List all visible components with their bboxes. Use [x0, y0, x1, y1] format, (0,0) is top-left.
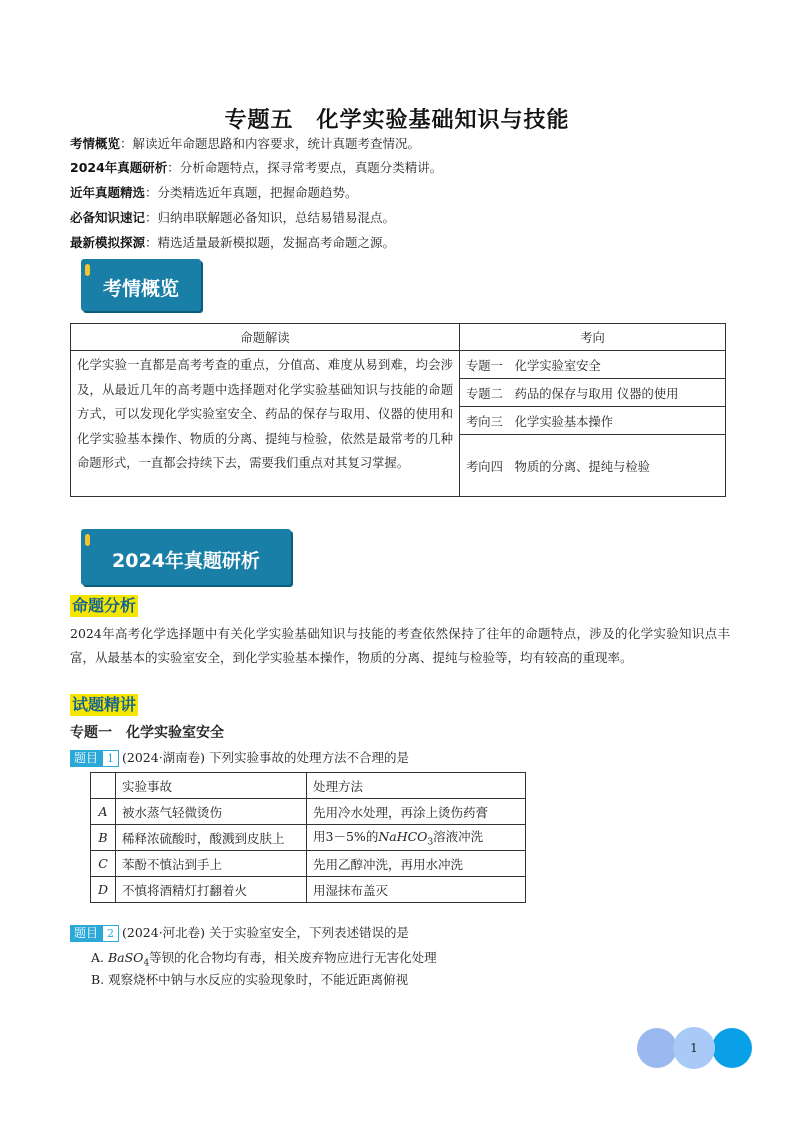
intro-line: 必备知识速记：归纳串联解题必备知识，总结易错易混点。 — [70, 210, 396, 225]
table-row: A 被水蒸气轻微烫伤 先用冷水处理，再涂上烫伤药膏 — [91, 799, 526, 825]
analysis-heading: 命题分析 — [72, 596, 137, 615]
question-2-option-a: A. BaSO$_4$等钡的化合物均有毒，相关废弃物应进行无害化处理 — [91, 950, 437, 969]
practice-heading: 试题精讲 — [72, 695, 137, 714]
table-header: 实验事故 — [116, 773, 307, 799]
topic-heading: 专题一 化学实验室安全 — [70, 725, 224, 741]
intro-line: 2024年真题研析：分析命题特点，探寻常考要点，真题分类精讲。 — [70, 160, 443, 175]
question-1-table — [90, 772, 526, 903]
intro-line: 近年真题精选：分类精选近年真题，把握命题趋势。 — [70, 185, 358, 200]
table-header: 命题解读 — [71, 324, 460, 351]
page-badge-left-circle — [637, 1028, 677, 1068]
question-number: 2 — [102, 925, 119, 942]
overview-description: 化学实验一直都是高考考查的重点，分值高、难度从易到难，均会涉及，从最近几年的高考题中选择题对化学实验基础知识与技能的命题方式，可以发现化学实验室安全、药品的保存与取用、仪器的使用和化学实验基本操作、物质的分离、提纯与检验，依然是最常考的几种命题形式，一直都会持续下去，需要我们重点对其复习掌握。 — [71, 351, 460, 497]
table-row: D 不慎将酒精灯打翻着火 用湿抹布盖灭 — [91, 877, 526, 903]
direction-item: 专题二 药品的保存与取用 仪器的使用 — [460, 379, 726, 407]
table-row: C 苯酚不慎沾到手上 先用乙醇冲洗，再用水冲洗 — [91, 851, 526, 877]
question-2-stem: 题目 2 (2024·河北卷) 关于实验室安全，下列表述错误的是 — [70, 924, 409, 942]
section-banner-2024: 2024年真题研析 — [81, 529, 291, 585]
direction-item: 考向四 物质的分离、提纯与检验 — [460, 435, 726, 497]
section-banner-overview: 考情概览 — [81, 259, 201, 311]
question-tag: 题目 — [70, 925, 102, 942]
table-row: B 稀释浓硫酸时，酸溅到皮肤上 用3－5%的NaHCO$_3$溶液冲洗 — [91, 825, 526, 851]
intro-line: 考情概览：解读近年命题思路和内容要求，统计真题考查情况。 — [70, 136, 421, 151]
page-badge-right-circle — [712, 1028, 752, 1068]
question-2-option-b: B. 观察烧杯中钠与水反应的实验现象时，不能近距离俯视 — [91, 972, 409, 987]
table-header: 考向 — [460, 324, 726, 351]
direction-item: 考向三 化学实验基本操作 — [460, 407, 726, 435]
analysis-paragraph: 2024年高考化学选择题中有关化学实验基础知识与技能的考查依然保持了往年的命题特点，涉及的化学实验知识点丰富，从最基本的实验室安全，到化学实验基本操作，物质的分离、提纯与检验等，均有较高的重现率。 — [70, 626, 730, 665]
page-title: 专题五 化学实验基础知识与技能 — [224, 108, 570, 133]
question-tag: 题目 — [70, 750, 102, 767]
overview-table — [70, 323, 726, 497]
direction-item: 专题一 化学实验室安全 — [460, 351, 726, 379]
page-number: 1 — [673, 1027, 715, 1069]
table-header: 处理方法 — [307, 773, 526, 799]
question-1-stem: 题目 1 (2024·湖南卷) 下列实验事故的处理方法不合理的是 — [70, 749, 409, 767]
question-number: 1 — [102, 750, 119, 767]
banner-pin-icon — [85, 534, 90, 546]
intro-line: 最新模拟探源：精选适量最新模拟题，发掘高考命题之源。 — [70, 235, 396, 250]
